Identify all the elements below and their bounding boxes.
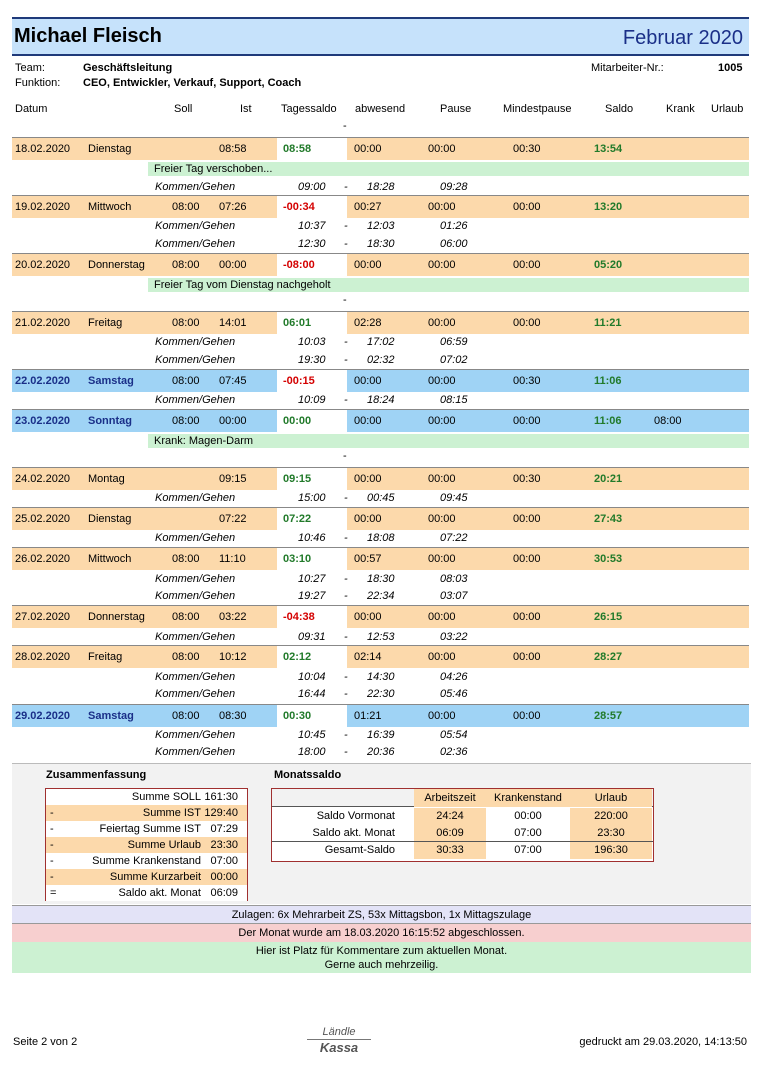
kommen-dash: - bbox=[344, 729, 348, 741]
kommen-gehen-label: Kommen/Gehen bbox=[155, 729, 236, 741]
cell-pause: 00:00 bbox=[428, 201, 456, 213]
duration: 07:22 bbox=[440, 532, 468, 544]
day-row bbox=[12, 312, 749, 334]
gehen-time: 20:36 bbox=[367, 746, 395, 758]
col-ist: Ist bbox=[240, 103, 252, 115]
col-krank: Krank bbox=[666, 103, 695, 115]
day-date: 19.02.2020 bbox=[15, 201, 71, 213]
day-note: Freier Tag verschoben... bbox=[148, 162, 749, 176]
cell-mp: 00:30 bbox=[513, 143, 541, 155]
kommen-dash: - bbox=[344, 746, 348, 758]
cell-abw: 02:28 bbox=[354, 317, 382, 329]
cell-abw: 00:00 bbox=[354, 259, 382, 271]
cell-ist: 07:26 bbox=[219, 201, 247, 213]
kommen-gehen-label: Kommen/Gehen bbox=[155, 671, 236, 683]
kommen-time: 15:00 bbox=[298, 492, 326, 504]
cell-ist: 10:12 bbox=[219, 651, 247, 663]
cell-saldo: 26:15 bbox=[594, 611, 623, 623]
employee-nr: 1005 bbox=[718, 62, 743, 74]
day-name: Donnerstag bbox=[88, 611, 145, 623]
col-saldo: Saldo bbox=[605, 103, 634, 115]
summary-value: 129:40 bbox=[204, 807, 238, 819]
cell-ist: 11:10 bbox=[219, 553, 246, 565]
kommen-gehen-label: Kommen/Gehen bbox=[155, 336, 236, 348]
cell-ts: 00:00 bbox=[283, 415, 312, 427]
cell-ts: -04:38 bbox=[283, 611, 315, 623]
day-row bbox=[12, 138, 749, 160]
employee-name: Michael Fleisch bbox=[14, 25, 162, 47]
gehen-time: 16:39 bbox=[367, 729, 395, 741]
monthly-box bbox=[271, 788, 654, 862]
col-abwesend: abwesend bbox=[355, 103, 406, 115]
logo-bottom: Kassa bbox=[319, 1040, 359, 1055]
end-cell-bg bbox=[654, 196, 749, 218]
gehen-time: 18:08 bbox=[367, 532, 395, 544]
end-cell-bg bbox=[654, 606, 749, 628]
kommen-gehen-label: Kommen/Gehen bbox=[155, 394, 236, 406]
kommen-dash: - bbox=[344, 394, 348, 406]
gehen-time: 22:30 bbox=[367, 688, 395, 700]
duration: 09:28 bbox=[440, 181, 468, 193]
cell-mp: 00:30 bbox=[513, 375, 541, 387]
function-value: CEO, Entwickler, Verkauf, Support, Coach bbox=[83, 77, 302, 89]
kommen-gehen-label: Kommen/Gehen bbox=[155, 573, 236, 585]
day-name: Freitag bbox=[88, 317, 123, 329]
day-name: Donnerstag bbox=[88, 259, 145, 271]
kommen-dash: - bbox=[344, 336, 348, 348]
day-row bbox=[12, 254, 749, 276]
kommen-time: 10:46 bbox=[298, 532, 326, 544]
monthly-title: Monatssaldo bbox=[274, 769, 342, 781]
summary-label: Summe Krankenstand bbox=[92, 855, 201, 867]
duration: 06:59 bbox=[440, 336, 468, 348]
day-name: Mittwoch bbox=[88, 201, 132, 213]
summary-label: Summe Urlaub bbox=[127, 839, 201, 851]
comment-bar bbox=[12, 942, 751, 973]
cell-ist: 00:00 bbox=[219, 259, 247, 271]
day-row bbox=[12, 370, 749, 392]
cell-abw: 00:00 bbox=[354, 513, 382, 525]
comment-line-1: Hier ist Platz für Kommentare zum aktuellen Monat. bbox=[255, 945, 508, 957]
summary-label: Summe SOLL bbox=[131, 791, 201, 803]
cell-soll: 08:00 bbox=[172, 259, 200, 271]
cell-mp: 00:00 bbox=[513, 553, 541, 565]
duration: 09:45 bbox=[440, 492, 468, 504]
comment-line-2: Gerne auch mehrzeilig. bbox=[324, 959, 439, 971]
day-date: 27.02.2020 bbox=[15, 611, 71, 623]
kommen-gehen-label: Kommen/Gehen bbox=[155, 354, 236, 366]
cell-mp: 00:30 bbox=[513, 473, 541, 485]
gehen-time: 18:30 bbox=[367, 238, 395, 250]
cell-saldo: 05:20 bbox=[594, 259, 623, 271]
cell-soll: 08:00 bbox=[172, 201, 200, 213]
gehen-time: 14:30 bbox=[367, 671, 395, 683]
cell-soll: 08:00 bbox=[172, 415, 200, 427]
day-date: 20.02.2020 bbox=[15, 259, 71, 271]
kommen-time: 09:00 bbox=[298, 181, 326, 193]
kommen-time: 12:30 bbox=[298, 238, 326, 250]
cell-soll: 08:00 bbox=[172, 611, 200, 623]
kommen-dash: - bbox=[344, 590, 348, 602]
cell-soll: 08:00 bbox=[172, 317, 200, 329]
cell-ist: 07:22 bbox=[219, 513, 247, 525]
monthly-value: 06:09 bbox=[414, 825, 486, 842]
kommen-gehen-label: Kommen/Gehen bbox=[155, 590, 236, 602]
day-name: Dienstag bbox=[88, 513, 132, 525]
cell-saldo: 27:43 bbox=[594, 513, 623, 525]
monthly-row-label: Saldo Vormonat bbox=[316, 810, 395, 822]
team-label: Team: bbox=[15, 62, 45, 74]
day-name: Samstag bbox=[88, 710, 134, 722]
kommen-time: 16:44 bbox=[298, 688, 326, 700]
duration: 05:46 bbox=[440, 688, 468, 700]
cell-ts: 03:10 bbox=[283, 553, 312, 565]
summary-row bbox=[46, 789, 247, 805]
day-date: 24.02.2020 bbox=[15, 473, 71, 485]
day-name: Mittwoch bbox=[88, 553, 132, 565]
kommen-time: 19:27 bbox=[298, 590, 326, 602]
cell-pause: 00:00 bbox=[428, 651, 456, 663]
cell-pause: 00:00 bbox=[428, 415, 456, 427]
zulagen-bar: Zulagen: 6x Mehrarbeit ZS, 53x Mittagsbon, 1x Mittagszulage bbox=[12, 905, 751, 924]
summary-value: 161:30 bbox=[204, 791, 238, 803]
day-date: 23.02.2020 bbox=[15, 415, 71, 427]
closed-bar: Der Monat wurde am 18.03.2020 16:15:52 abgeschlossen. bbox=[12, 924, 751, 942]
cell-pause: 00:00 bbox=[428, 259, 456, 271]
cell-pause: 00:00 bbox=[428, 611, 456, 623]
kommen-gehen-label: Kommen/Gehen bbox=[155, 492, 236, 504]
soll-cell-bg bbox=[162, 508, 215, 530]
cell-abw: 00:27 bbox=[354, 201, 382, 213]
cell-pause: 00:00 bbox=[428, 553, 456, 565]
monthly-col-2: Urlaub bbox=[570, 789, 652, 807]
kommen-dash: - bbox=[344, 573, 348, 585]
kommen-gehen-label: Kommen/Gehen bbox=[155, 181, 236, 193]
end-cell-bg bbox=[654, 548, 749, 570]
monthly-col-1: Krankenstand bbox=[486, 789, 570, 807]
cell-ts: -00:34 bbox=[283, 201, 315, 213]
header-dash: - bbox=[343, 120, 347, 132]
gehen-time: 18:24 bbox=[367, 394, 395, 406]
summary-box bbox=[45, 788, 248, 901]
cell-pause: 00:00 bbox=[428, 473, 456, 485]
kommen-dash: - bbox=[344, 532, 348, 544]
monthly-value: 07:00 bbox=[486, 842, 570, 859]
cell-ist: 09:15 bbox=[219, 473, 247, 485]
summary-label: Summe Kurzarbeit bbox=[109, 871, 201, 883]
day-row bbox=[12, 606, 749, 628]
cell-ts: -08:00 bbox=[283, 259, 315, 271]
report-header bbox=[12, 17, 749, 56]
cell-pause: 00:00 bbox=[428, 375, 456, 387]
end-cell-bg bbox=[654, 254, 749, 276]
day-row bbox=[12, 646, 749, 668]
kommen-time: 10:03 bbox=[298, 336, 326, 348]
day-row bbox=[12, 548, 749, 570]
gehen-time: 12:03 bbox=[367, 220, 395, 232]
monthly-value: 23:30 bbox=[570, 825, 652, 842]
summary-value: 07:00 bbox=[210, 855, 238, 867]
day-row bbox=[12, 705, 749, 727]
end-cell-bg bbox=[654, 138, 749, 160]
day-row bbox=[12, 196, 749, 218]
end-cell-bg bbox=[654, 468, 749, 490]
monthly-col-0: Arbeitszeit bbox=[414, 789, 486, 807]
kommen-time: 10:09 bbox=[298, 394, 326, 406]
summary-title: Zusammenfassung bbox=[46, 769, 147, 781]
gehen-time: 12:53 bbox=[367, 631, 395, 643]
col-tagessaldo: Tagessaldo bbox=[281, 103, 337, 115]
cell-ist: 07:45 bbox=[219, 375, 247, 387]
cell-saldo: 11:06 bbox=[594, 415, 622, 427]
soll-cell-bg bbox=[162, 468, 215, 490]
kommen-dash: - bbox=[344, 220, 348, 232]
duration: 01:26 bbox=[440, 220, 468, 232]
summary-value: 06:09 bbox=[210, 887, 238, 899]
cell-saldo: 20:21 bbox=[594, 473, 623, 485]
cell-ts: 07:22 bbox=[283, 513, 312, 525]
function-label: Funktion: bbox=[15, 77, 61, 89]
summary-row bbox=[46, 837, 247, 853]
kommen-time: 18:00 bbox=[298, 746, 326, 758]
gehen-time: 18:30 bbox=[367, 573, 395, 585]
duration: 04:26 bbox=[440, 671, 468, 683]
cell-mp: 00:00 bbox=[513, 710, 541, 722]
cell-ts: 09:15 bbox=[283, 473, 312, 485]
cell-ist: 00:00 bbox=[219, 415, 247, 427]
summary-value: 23:30 bbox=[210, 839, 238, 851]
cell-abw: 00:00 bbox=[354, 473, 382, 485]
kommen-gehen-label: Kommen/Gehen bbox=[155, 688, 236, 700]
empty-dash: - bbox=[343, 294, 347, 306]
cell-soll: 08:00 bbox=[172, 553, 200, 565]
summary-row bbox=[46, 821, 247, 837]
day-note: Krank: Magen-Darm bbox=[148, 434, 749, 448]
day-name: Samstag bbox=[88, 375, 134, 387]
duration: 02:36 bbox=[440, 746, 468, 758]
monthly-row-label: Gesamt-Saldo bbox=[324, 844, 395, 856]
printed-date: gedruckt am 29.03.2020, 14:13:50 bbox=[579, 1036, 747, 1048]
summary-area bbox=[12, 763, 751, 904]
kommen-dash: - bbox=[344, 492, 348, 504]
monthly-value: 00:00 bbox=[486, 808, 570, 825]
cell-ist: 14:01 bbox=[219, 317, 247, 329]
duration: 03:22 bbox=[440, 631, 468, 643]
summary-row bbox=[46, 885, 247, 901]
day-note: Freier Tag vom Dienstag nachgeholt bbox=[148, 278, 749, 292]
cell-mp: 00:00 bbox=[513, 259, 541, 271]
duration: 06:00 bbox=[440, 238, 468, 250]
monthly-value: 24:24 bbox=[414, 808, 486, 825]
day-date: 29.02.2020 bbox=[15, 710, 71, 722]
cell-pause: 00:00 bbox=[428, 317, 456, 329]
cell-mp: 00:00 bbox=[513, 201, 541, 213]
soll-cell-bg bbox=[162, 138, 215, 160]
cell-pause: 00:00 bbox=[428, 143, 456, 155]
team-value: Geschäftsleitung bbox=[83, 62, 173, 74]
day-date: 26.02.2020 bbox=[15, 553, 71, 565]
end-cell-bg bbox=[654, 508, 749, 530]
cell-ts: 00:30 bbox=[283, 710, 312, 722]
cell-abw: 02:14 bbox=[354, 651, 382, 663]
kommen-dash: - bbox=[344, 354, 348, 366]
monthly-value: 196:30 bbox=[570, 842, 652, 859]
col-pause: Pause bbox=[440, 103, 472, 115]
kommen-gehen-label: Kommen/Gehen bbox=[155, 220, 236, 232]
logo-top: Ländle bbox=[307, 1026, 371, 1040]
monthly-value: 30:33 bbox=[414, 842, 486, 859]
cell-saldo: 13:20 bbox=[594, 201, 623, 213]
cell-abw: 00:00 bbox=[354, 415, 382, 427]
end-cell-bg bbox=[654, 646, 749, 668]
cell-saldo: 30:53 bbox=[594, 553, 623, 565]
summary-row bbox=[46, 853, 247, 869]
duration: 07:02 bbox=[440, 354, 468, 366]
kommen-dash: - bbox=[344, 688, 348, 700]
day-date: 25.02.2020 bbox=[15, 513, 71, 525]
summary-value: 00:00 bbox=[210, 871, 238, 883]
day-date: 22.02.2020 bbox=[15, 375, 71, 387]
day-date: 28.02.2020 bbox=[15, 651, 71, 663]
end-cell-bg bbox=[654, 312, 749, 334]
day-name: Dienstag bbox=[88, 143, 132, 155]
cell-abw: 00:00 bbox=[354, 143, 382, 155]
summary-row bbox=[46, 805, 247, 821]
summary-label: Summe IST bbox=[142, 807, 201, 819]
summary-row bbox=[46, 869, 247, 885]
page-number: Seite 2 von 2 bbox=[13, 1036, 78, 1048]
kommen-dash: - bbox=[344, 238, 348, 250]
day-name: Freitag bbox=[88, 651, 123, 663]
cell-soll: 08:00 bbox=[172, 375, 200, 387]
gehen-time: 00:45 bbox=[367, 492, 395, 504]
cell-pause: 00:00 bbox=[428, 710, 456, 722]
cell-soll: 08:00 bbox=[172, 710, 200, 722]
cell-krank: 08:00 bbox=[654, 415, 682, 427]
summary-label: Feiertag Summe IST bbox=[99, 823, 201, 835]
day-date: 18.02.2020 bbox=[15, 143, 71, 155]
cell-saldo: 11:06 bbox=[594, 375, 622, 387]
kommen-gehen-label: Kommen/Gehen bbox=[155, 631, 236, 643]
kommen-time: 10:45 bbox=[298, 729, 326, 741]
cell-soll: 08:00 bbox=[172, 651, 200, 663]
kommen-time: 10:27 bbox=[298, 573, 326, 585]
cell-mp: 00:00 bbox=[513, 415, 541, 427]
gehen-time: 18:28 bbox=[367, 181, 395, 193]
cell-ist: 08:58 bbox=[219, 143, 247, 155]
day-row bbox=[12, 468, 749, 490]
duration: 03:07 bbox=[440, 590, 468, 602]
summary-op: - bbox=[50, 871, 54, 883]
kommen-dash: - bbox=[344, 631, 348, 643]
cell-saldo: 13:54 bbox=[594, 143, 623, 155]
kommen-dash: - bbox=[344, 181, 348, 193]
gehen-time: 22:34 bbox=[367, 590, 395, 602]
col-date: Datum bbox=[15, 103, 48, 115]
end-cell-bg bbox=[654, 370, 749, 392]
cell-abw: 00:57 bbox=[354, 553, 382, 565]
cell-mp: 00:00 bbox=[513, 651, 541, 663]
summary-op: - bbox=[50, 823, 54, 835]
monthly-value: 07:00 bbox=[486, 825, 570, 842]
summary-op: - bbox=[50, 855, 54, 867]
cell-ts: 02:12 bbox=[283, 651, 312, 663]
summary-op: - bbox=[50, 839, 54, 851]
cell-saldo: 28:57 bbox=[594, 710, 623, 722]
cell-saldo: 28:27 bbox=[594, 651, 623, 663]
duration: 05:54 bbox=[440, 729, 468, 741]
monthly-row-label: Saldo akt. Monat bbox=[312, 827, 395, 839]
employee-nr-label: Mitarbeiter-Nr.: bbox=[591, 62, 664, 74]
cell-ist: 08:30 bbox=[219, 710, 247, 722]
cell-mp: 00:00 bbox=[513, 513, 541, 525]
cell-abw: 00:00 bbox=[354, 375, 382, 387]
kommen-dash: - bbox=[344, 671, 348, 683]
cell-abw: 00:00 bbox=[354, 611, 382, 623]
summary-value: 07:29 bbox=[210, 823, 238, 835]
duration: 08:03 bbox=[440, 573, 468, 585]
cell-mp: 00:00 bbox=[513, 611, 541, 623]
day-row bbox=[12, 508, 749, 530]
cell-saldo: 11:21 bbox=[594, 317, 622, 329]
kommen-time: 10:37 bbox=[298, 220, 326, 232]
gehen-time: 02:32 bbox=[367, 354, 395, 366]
summary-op: - bbox=[50, 807, 54, 819]
kommen-time: 09:31 bbox=[298, 631, 326, 643]
kommen-gehen-label: Kommen/Gehen bbox=[155, 746, 236, 758]
gehen-time: 17:02 bbox=[367, 336, 395, 348]
cell-ist: 03:22 bbox=[219, 611, 247, 623]
kommen-time: 19:30 bbox=[298, 354, 326, 366]
end-cell-bg bbox=[654, 705, 749, 727]
report-month: Februar 2020 bbox=[622, 27, 743, 49]
cell-ts: 08:58 bbox=[283, 143, 312, 155]
cell-mp: 00:00 bbox=[513, 317, 541, 329]
col-urlaub: Urlaub bbox=[711, 103, 744, 115]
kommen-gehen-label: Kommen/Gehen bbox=[155, 532, 236, 544]
day-date: 21.02.2020 bbox=[15, 317, 71, 329]
cell-ts: 06:01 bbox=[283, 317, 312, 329]
summary-label: Saldo akt. Monat bbox=[118, 887, 201, 899]
empty-dash: - bbox=[343, 450, 347, 462]
company-logo bbox=[307, 1026, 371, 1056]
cell-ts: -00:15 bbox=[283, 375, 315, 387]
day-name: Montag bbox=[88, 473, 125, 485]
col-mindestpause: Mindestpause bbox=[503, 103, 572, 115]
monthly-value: 220:00 bbox=[570, 808, 652, 825]
day-row bbox=[12, 410, 749, 432]
kommen-gehen-label: Kommen/Gehen bbox=[155, 238, 236, 250]
duration: 08:15 bbox=[440, 394, 468, 406]
cell-abw: 01:21 bbox=[354, 710, 382, 722]
cell-pause: 00:00 bbox=[428, 513, 456, 525]
day-name: Sonntag bbox=[88, 415, 132, 427]
kommen-time: 10:04 bbox=[298, 671, 326, 683]
col-soll: Soll bbox=[174, 103, 193, 115]
summary-op: = bbox=[50, 887, 57, 899]
